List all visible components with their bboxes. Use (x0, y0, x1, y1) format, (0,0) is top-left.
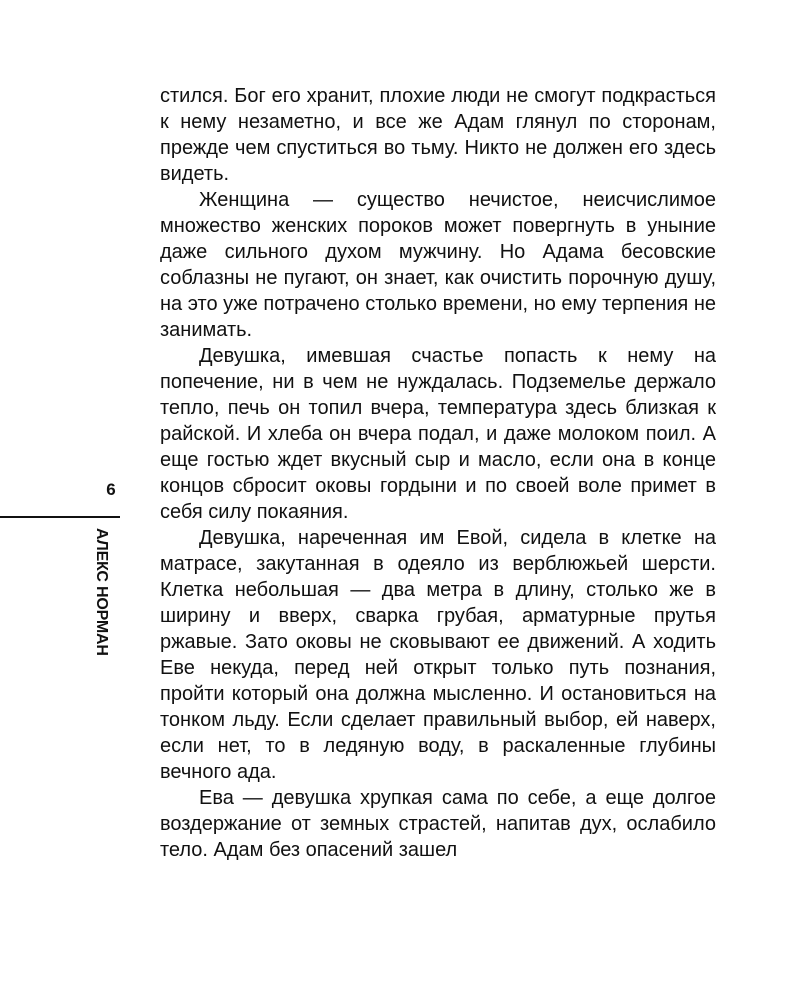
paragraph-1: стился. Бог его хранит, плохие люди не смогут подкрасться к нему незаметно, и все же Адам глянул по сторонам, прежде чем спуститься во тьму. Никто не должен его здесь видеть. (160, 85, 716, 185)
running-head-author: АЛЕКС НОРМАН (93, 528, 110, 656)
running-head-rule (0, 516, 120, 518)
paragraph-5: Ева — девушка хрупкая сама по себе, а еще долгое воздержание от земных страстей, напитав дух, ослабило тело. Адам без опасений зашел (160, 787, 716, 861)
body-text (160, 83, 716, 863)
paragraph-3: Девушка, имевшая счастье попасть к нему на попечение, ни в чем не нуждалась. Подземелье держало тепло, печь он топил вчера, температура здесь близкая к райской. И хлеба он вчера подал, и даже молоком поил. А еще гостью ждет вкусный сыр и масло, если она в конце концов сбросит оковы гордыни и по своей воле примет в себя силу покаяния. (160, 345, 716, 523)
paragraph-4: Девушка, нареченная им Евой, сидела в клетке на матрасе, закутанная в одеяло из верблюжьей шерсти. Клетка небольшая — два метра в длину, столько же в ширину и вверх, сварка грубая, арматурные прутья ржавые. Зато оковы не сковывают ее движений. А ходить Еве некуда, перед ней открыт только путь познания, пройти который она должна мысленно. И остановиться на тонком льду. Если сделает правильный выбор, ей наверх, если нет, то в ледяную воду, в раскаленные глубины вечного ада. (160, 527, 716, 783)
paragraph-2: Женщина — существо нечистое, неисчислимое множество женских пороков может повергнуть в уныние даже сильного духом мужчину. Но Адама бесовские соблазны не пугают, он знает, как очистить порочную душу, на это уже потрачено столько времени, но ему терпения не занимать. (160, 189, 716, 341)
page-number: 6 (106, 480, 116, 499)
running-head (93, 528, 130, 658)
